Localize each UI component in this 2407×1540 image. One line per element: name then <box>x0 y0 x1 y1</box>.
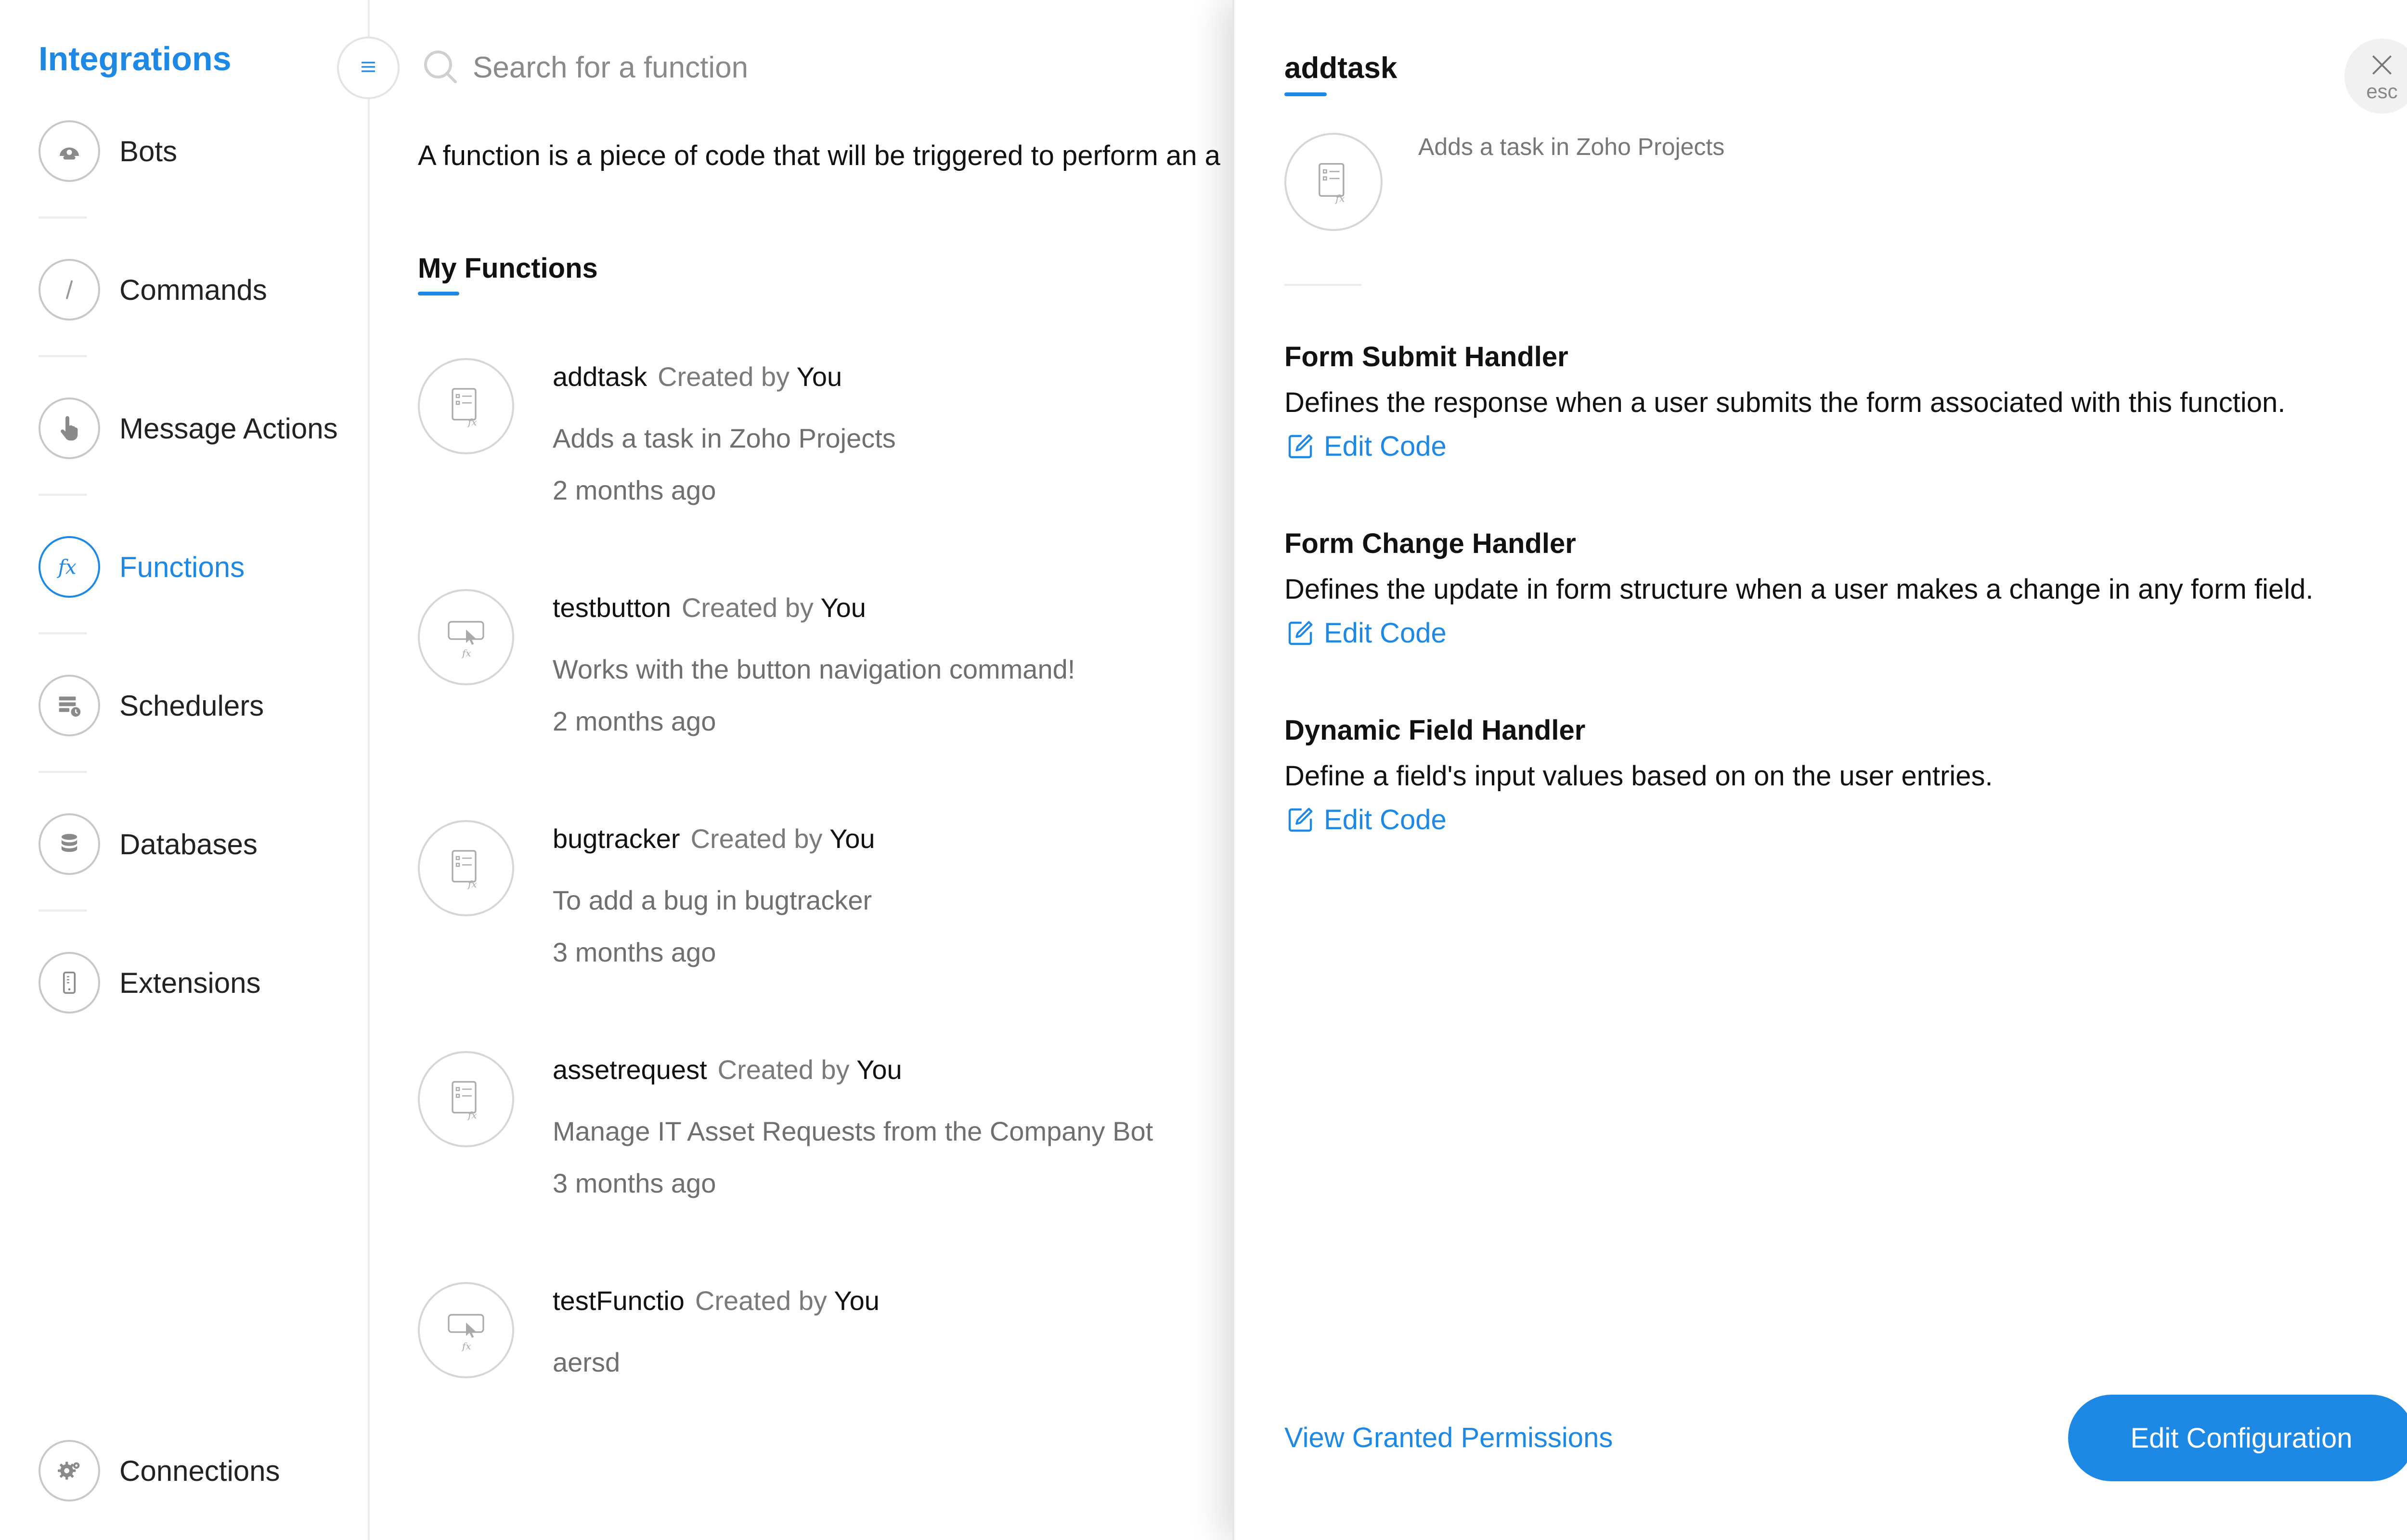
svg-text:fx: fx <box>462 1340 471 1352</box>
svg-text:fx: fx <box>468 878 477 890</box>
created-by-label: Created by <box>690 823 823 854</box>
handler-title: Form Submit Handler <box>1284 341 1568 372</box>
search-icon <box>418 44 464 93</box>
function-list-item[interactable] <box>418 358 1212 517</box>
edit-code-label: Edit Code <box>1324 617 1447 649</box>
button-function-icon <box>418 589 514 685</box>
edit-icon <box>1284 431 1316 462</box>
gear-icon <box>39 1440 100 1502</box>
function-header <box>553 592 866 623</box>
dynamic-field-handler-section <box>1284 714 2407 836</box>
function-description: Works with the button navigation command! <box>553 654 1075 684</box>
function-name: bugtracker <box>553 823 680 854</box>
search-input[interactable] <box>473 43 1099 91</box>
creator-name: You <box>796 361 842 392</box>
function-list-item[interactable] <box>418 820 1212 979</box>
form-function-icon <box>418 820 514 916</box>
sidebar-item-label: Bots <box>119 135 178 167</box>
sidebar <box>0 0 370 1540</box>
form-submit-handler-section <box>1284 341 2407 462</box>
tap-hand-icon <box>39 398 100 459</box>
sidebar-menu-button[interactable] <box>337 37 400 99</box>
sidebar-title: Integrations <box>39 40 232 77</box>
svg-text:fx: fx <box>1335 192 1345 205</box>
panel-title-underline <box>1284 92 1327 96</box>
close-button[interactable] <box>2344 38 2407 114</box>
sidebar-item-label: Connections <box>119 1454 280 1487</box>
function-timestamp: 3 months ago <box>553 937 716 967</box>
main-content <box>372 0 1233 1540</box>
creator-name: You <box>856 1054 902 1085</box>
handler-description: Defines the response when a user submits the form associated with this function. <box>1284 387 2286 418</box>
function-name: assetrequest <box>553 1054 707 1085</box>
edit-code-link[interactable] <box>1284 617 2407 649</box>
function-list-item[interactable] <box>418 1051 1212 1210</box>
handler-title: Form Change Handler <box>1284 528 1576 559</box>
edit-configuration-button[interactable]: Edit Configuration <box>2068 1395 2407 1481</box>
close-shortcut-hint: esc <box>2366 79 2398 103</box>
sidebar-item-label: Schedulers <box>119 689 264 722</box>
section-title: My Functions <box>418 253 598 284</box>
sidebar-item-schedulers[interactable] <box>39 675 264 736</box>
function-header <box>553 361 842 392</box>
creator-name: You <box>829 823 875 854</box>
creator-name: You <box>834 1285 880 1316</box>
svg-text:fx: fx <box>462 647 471 659</box>
divider <box>39 632 87 634</box>
divider <box>39 355 87 357</box>
function-description: aersd <box>553 1347 621 1377</box>
function-timestamp: 2 months ago <box>553 706 716 736</box>
sidebar-item-extensions[interactable] <box>39 952 261 1014</box>
handler-description: Define a field's input values based on on the user entries. <box>1284 760 1993 792</box>
svg-text:fx: fx <box>58 555 77 579</box>
page-description: A function is a piece of code that will be triggered to perform an a <box>418 140 1220 171</box>
function-timestamp: 2 months ago <box>553 475 716 505</box>
function-detail-panel <box>1232 0 2407 1540</box>
edit-code-label: Edit Code <box>1324 431 1447 462</box>
close-icon <box>2367 50 2397 83</box>
handler-title: Dynamic Field Handler <box>1284 715 1586 746</box>
handler-description: Defines the update in form structure when a user makes a change in any form field. <box>1284 574 2314 605</box>
database-icon <box>39 813 100 875</box>
function-description: Adds a task in Zoho Projects <box>553 423 896 453</box>
created-by-label: Created by <box>658 361 790 392</box>
sidebar-item-connections[interactable] <box>39 1440 280 1502</box>
form-change-handler-section <box>1284 527 2407 649</box>
scheduler-clock-icon <box>39 675 100 736</box>
creator-name: You <box>820 592 866 623</box>
function-name: addtask <box>553 361 647 392</box>
sidebar-item-commands[interactable] <box>39 259 267 321</box>
form-function-icon <box>1284 133 1383 231</box>
edit-code-link[interactable] <box>1284 804 2407 836</box>
hamburger-menu-icon <box>357 55 380 81</box>
edit-icon <box>1284 617 1316 649</box>
edit-code-label: Edit Code <box>1324 804 1447 835</box>
divider <box>39 217 87 218</box>
sidebar-item-label: Functions <box>119 551 245 583</box>
sidebar-item-databases[interactable] <box>39 813 258 875</box>
sidebar-item-message-actions[interactable] <box>39 398 338 459</box>
panel-description: Adds a task in Zoho Projects <box>1418 133 1725 160</box>
button-function-icon <box>418 1282 514 1378</box>
sidebar-item-label: Databases <box>119 828 258 860</box>
function-list-item[interactable] <box>418 1282 1212 1441</box>
sidebar-item-label: Commands <box>119 273 267 306</box>
function-header <box>553 1054 902 1085</box>
function-description: Manage IT Asset Requests from the Company Bot <box>553 1116 1153 1146</box>
divider <box>1284 284 1361 286</box>
function-header <box>553 823 875 854</box>
divider <box>39 494 87 496</box>
mobile-device-icon <box>39 952 100 1014</box>
svg-text:fx: fx <box>468 416 477 428</box>
panel-title: addtask <box>1284 51 1398 85</box>
edit-code-link[interactable] <box>1284 430 2407 462</box>
section-title-underline <box>418 292 459 295</box>
sidebar-item-label: Message Actions <box>119 412 338 445</box>
edit-icon <box>1284 804 1316 836</box>
sidebar-item-label: Extensions <box>119 966 261 999</box>
divider <box>39 771 87 773</box>
function-description: To add a bug in bugtracker <box>553 885 872 915</box>
slash-command-icon <box>39 259 100 321</box>
form-function-icon <box>418 358 514 454</box>
form-function-icon <box>418 1051 514 1147</box>
fx-icon <box>39 536 100 598</box>
function-header <box>553 1285 880 1316</box>
created-by-label: Created by <box>695 1285 827 1316</box>
function-name: testbutton <box>553 592 671 623</box>
function-timestamp: 3 months ago <box>553 1168 716 1198</box>
svg-text:fx: fx <box>468 1109 477 1121</box>
bot-icon <box>39 120 100 182</box>
function-list-item[interactable] <box>418 589 1212 748</box>
function-name: testFunctio <box>553 1285 685 1316</box>
created-by-label: Created by <box>717 1054 850 1085</box>
divider <box>39 910 87 911</box>
created-by-label: Created by <box>681 592 814 623</box>
sidebar-item-functions[interactable] <box>39 536 245 598</box>
sidebar-item-bots[interactable] <box>39 120 177 182</box>
view-granted-permissions-link[interactable]: View Granted Permissions <box>1284 1422 1613 1453</box>
